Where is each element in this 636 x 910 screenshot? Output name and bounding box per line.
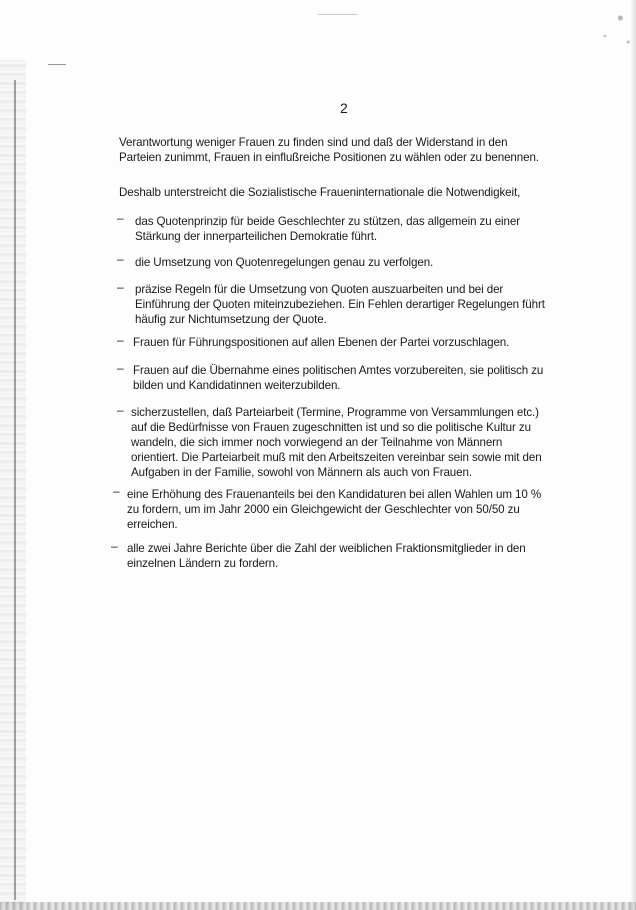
text-line: die Umsetzung von Quotenregelungen genau zu verfolgen. (135, 256, 434, 269)
text-line: Frauen auf die Übernahme eines politischen Amtes vorzubereiten, sie politisch zu (133, 364, 544, 377)
scan-noise-left (0, 60, 26, 910)
text-line: auf die Bedürfnisse von Frauen zugeschnitten ist und so die politische Kultur zu (131, 421, 531, 434)
text-line: Parteien zunimmt, Frauen in einflußreiche Positionen zu wählen oder zu benennen. (119, 151, 539, 164)
text-line: orientiert. Die Parteiarbeit muß mit den Arbeitszeiten vereinbar sein sowie mit den (131, 451, 542, 464)
page-number: 2 (340, 100, 348, 116)
text-line: Deshalb unterstreicht die Sozialistische Fraueninternationale die Notwendigkeit, (119, 186, 521, 199)
intro-paragraph (119, 135, 539, 165)
text-line: Aufgaben in der Familie, sowohl von Männern als auch von Frauen. (131, 466, 472, 479)
lead-paragraph (119, 185, 520, 200)
scan-edge-line (14, 80, 16, 900)
text-line: alle zwei Jahre Berichte über die Zahl der weiblichen Fraktionsmitglieder in den (127, 542, 526, 555)
bullet-dash: – (117, 211, 124, 225)
text-line: sicherzustellen, daß Parteiarbeit (Termine, Programme von Versammlungen etc.) (131, 406, 539, 419)
text-line: Verantwortung weniger Frauen zu finden sind und daß der Widerstand in den (119, 136, 508, 149)
bullet-dash: – (117, 403, 124, 417)
text-line: erreichen. (127, 518, 178, 531)
text-line: das Quotenprinzip für beide Geschlechter zu stützen, das allgemein zu einer (135, 215, 520, 228)
scan-noise-top-right (584, 0, 636, 60)
bullet-item (127, 487, 541, 532)
bullet-item (133, 335, 509, 350)
bullet-item (127, 541, 526, 571)
scan-edge-right (630, 0, 636, 910)
text-line: präzise Regeln für die Umsetzung von Quoten auszuarbeiten und bei der (135, 283, 504, 296)
bullet-dash: – (117, 280, 124, 294)
scan-edge-bottom (0, 902, 636, 910)
scan-mark (48, 64, 66, 65)
text-line: Stärkung der innerparteilichen Demokratie führt. (135, 230, 378, 243)
bullet-dash: – (113, 484, 120, 498)
text-line: eine Erhöhung des Frauenanteils bei den Kandidaturen bei allen Wahlen um 10 % (127, 488, 542, 501)
text-line: bilden und Kandidatinnen weiterzubilden. (133, 379, 341, 392)
bullet-item (131, 405, 542, 480)
bullet-dash: – (117, 252, 124, 266)
scan-mark (318, 14, 358, 15)
bullet-item (135, 282, 545, 327)
text-line: Frauen für Führungspositionen auf allen Ebenen der Partei vorzuschlagen. (133, 336, 510, 349)
bullet-item (133, 363, 543, 393)
text-line: Einführung der Quoten miteinzubeziehen. Ein Fehlen derartiger Regelungen führt (135, 298, 545, 311)
bullet-dash: – (111, 539, 118, 553)
bullet-item (135, 214, 520, 244)
bullet-dash: – (117, 333, 124, 347)
bullet-item (135, 255, 433, 270)
text-line: wandeln, die sich immer noch vorwiegend an der Teilnahme von Männern (131, 436, 503, 449)
text-line: häufig zur Nichtumsetzung der Quote. (135, 313, 327, 326)
text-line: einzelnen Ländern zu fordern. (127, 557, 279, 570)
text-line: zu fordern, um im Jahr 2000 ein Gleichgewicht der Geschlechter von 50/50 zu (127, 503, 520, 516)
bullet-dash: – (117, 361, 124, 375)
